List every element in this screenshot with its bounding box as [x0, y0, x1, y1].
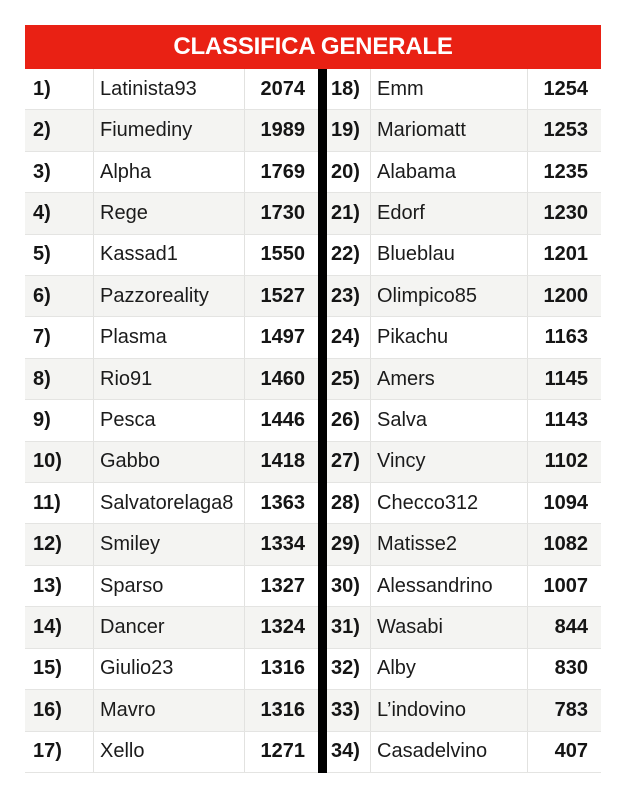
player-name: Xello	[93, 732, 245, 772]
player-score: 1253	[543, 119, 588, 142]
table-row	[327, 235, 601, 276]
player-score: 1316	[260, 657, 305, 680]
player-score: 1363	[260, 491, 305, 514]
player-score: 1769	[260, 160, 305, 183]
table-row	[25, 607, 318, 648]
player-name: Latinista93	[93, 69, 245, 109]
player-name: Rege	[93, 193, 245, 233]
rank-label: 27)	[331, 450, 360, 473]
player-score: 1163	[544, 326, 588, 349]
player-name: Edorf	[370, 193, 528, 233]
player-name: Alby	[370, 649, 528, 689]
player-score: 1527	[260, 284, 305, 307]
rank-label: 26)	[331, 408, 360, 431]
table-row	[327, 317, 601, 358]
rank-label: 15)	[33, 657, 62, 680]
table-row	[25, 566, 318, 607]
player-name: Emm	[370, 69, 528, 109]
table-row	[25, 483, 318, 524]
rank-label: 22)	[331, 243, 360, 266]
table-row	[25, 359, 318, 400]
player-name: Plasma	[93, 317, 245, 357]
rank-label: 25)	[331, 367, 360, 390]
rank-label: 10)	[33, 450, 62, 473]
player-score: 1418	[260, 450, 305, 473]
rank-label: 5)	[33, 243, 51, 266]
rank-label: 23)	[331, 284, 360, 307]
leaderboard	[25, 25, 601, 773]
rank-label: 32)	[331, 657, 360, 680]
rank-label: 20)	[331, 160, 360, 183]
table-row	[327, 732, 601, 773]
column-divider	[318, 69, 327, 773]
player-score: 1201	[543, 243, 588, 266]
player-score: 1235	[543, 160, 588, 183]
rank-label: 3)	[33, 160, 51, 183]
table-row	[327, 607, 601, 648]
player-name: Pikachu	[370, 317, 528, 357]
player-score: 1989	[260, 119, 305, 142]
right-ranking-column	[327, 69, 601, 773]
table-row	[25, 317, 318, 358]
table-row	[327, 110, 601, 151]
page-title: CLASSIFICA GENERALE	[173, 33, 453, 60]
player-score: 1271	[260, 740, 305, 763]
table-row	[25, 690, 318, 731]
rank-label: 13)	[33, 574, 62, 597]
table-row	[25, 649, 318, 690]
table-row	[327, 690, 601, 731]
rank-label: 6)	[33, 284, 51, 307]
rank-label: 14)	[33, 615, 62, 638]
rank-label: 30)	[331, 574, 360, 597]
table-row	[327, 276, 601, 317]
player-name: Alpha	[93, 152, 245, 192]
player-score: 1143	[544, 408, 588, 431]
table-row	[327, 359, 601, 400]
player-score: 783	[554, 698, 588, 721]
player-name: Amers	[370, 359, 528, 399]
table-row	[25, 442, 318, 483]
player-score: 1460	[260, 367, 305, 390]
table-row	[25, 235, 318, 276]
left-ranking-column	[25, 69, 318, 773]
player-score: 1145	[544, 367, 588, 390]
rank-label: 18)	[331, 77, 360, 100]
player-score: 1550	[260, 243, 305, 266]
table-row	[25, 193, 318, 234]
player-name: Checco312	[370, 483, 528, 523]
rank-label: 17)	[33, 740, 62, 763]
player-name: Pazzoreality	[93, 276, 245, 316]
rank-label: 4)	[33, 201, 51, 224]
player-name: Dancer	[93, 607, 245, 647]
rank-label: 12)	[33, 533, 62, 556]
rank-label: 16)	[33, 698, 62, 721]
player-name: Giulio23	[93, 649, 245, 689]
player-score: 1230	[543, 201, 588, 224]
table-row	[25, 110, 318, 151]
table-row	[25, 524, 318, 565]
player-score: 1094	[543, 491, 588, 514]
player-name: Vincy	[370, 442, 528, 482]
rank-label: 29)	[331, 533, 360, 556]
table-row	[327, 442, 601, 483]
title-banner	[25, 25, 601, 69]
table-row	[327, 152, 601, 193]
player-score: 2074	[260, 77, 305, 100]
player-score: 407	[554, 740, 588, 763]
player-name: Kassad1	[93, 235, 245, 275]
rank-label: 24)	[331, 326, 360, 349]
player-name: Alabama	[370, 152, 528, 192]
player-score: 1102	[544, 450, 588, 473]
table-row	[327, 649, 601, 690]
rank-label: 2)	[33, 119, 51, 142]
table-row	[327, 524, 601, 565]
table-row	[25, 276, 318, 317]
player-name: Pesca	[93, 400, 245, 440]
player-name: L’indovino	[370, 690, 528, 730]
table-row	[25, 732, 318, 773]
rank-label: 11)	[33, 491, 61, 514]
table-row	[327, 483, 601, 524]
player-score: 1327	[260, 574, 305, 597]
player-score: 1324	[260, 615, 305, 638]
player-name: Rio91	[93, 359, 245, 399]
rank-label: 9)	[33, 408, 51, 431]
player-score: 1007	[543, 574, 588, 597]
player-score: 1316	[260, 698, 305, 721]
rank-label: 31)	[331, 615, 360, 638]
rank-label: 34)	[331, 740, 360, 763]
rank-label: 1)	[33, 77, 51, 100]
player-name: Mavro	[93, 690, 245, 730]
player-name: Wasabi	[370, 607, 528, 647]
player-name: Matisse2	[370, 524, 528, 564]
player-score: 1730	[260, 201, 305, 224]
player-score: 1254	[543, 77, 588, 100]
player-name: Casadelvino	[370, 732, 528, 772]
player-name: Mariomatt	[370, 110, 528, 150]
player-name: Fiumediny	[93, 110, 245, 150]
player-name: Alessandrino	[370, 566, 528, 606]
player-name: Blueblau	[370, 235, 528, 275]
player-name: Smiley	[93, 524, 245, 564]
table-row	[327, 69, 601, 110]
table-row	[327, 193, 601, 234]
table-row	[25, 400, 318, 441]
rank-label: 21)	[331, 201, 360, 224]
rank-label: 28)	[331, 491, 360, 514]
player-name: Salva	[370, 400, 528, 440]
table-row	[25, 69, 318, 110]
player-score: 1334	[260, 533, 305, 556]
table-row	[327, 400, 601, 441]
player-score: 1200	[543, 284, 588, 307]
rank-label: 19)	[331, 119, 360, 142]
ranking-table	[25, 69, 601, 773]
table-row	[327, 566, 601, 607]
player-name: Sparso	[93, 566, 245, 606]
rank-label: 7)	[33, 326, 51, 349]
player-name: Salvatorelaga8	[93, 483, 245, 523]
player-score: 844	[554, 615, 588, 638]
player-name: Olimpico85	[370, 276, 528, 316]
table-row	[25, 152, 318, 193]
player-score: 1446	[260, 408, 305, 431]
player-name: Gabbo	[93, 442, 245, 482]
player-score: 1082	[543, 533, 588, 556]
rank-label: 33)	[331, 698, 360, 721]
player-score: 830	[554, 657, 588, 680]
player-score: 1497	[260, 326, 305, 349]
rank-label: 8)	[33, 367, 51, 390]
